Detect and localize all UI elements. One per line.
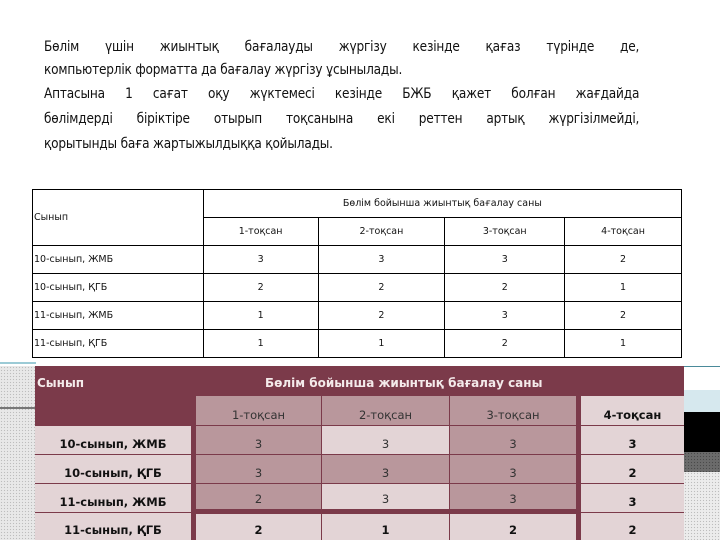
decorative-band (684, 366, 720, 391)
cell-value: 1 (203, 302, 318, 330)
paragraph-line: бөлімдерді біріктіре отырып тоқсанына екі реттен артық жүргізілмейді, (44, 111, 640, 127)
cell-value: 2 (565, 302, 682, 330)
cell-value: 2 (203, 274, 318, 302)
row-label: 11-сынып, ҚГБ (33, 330, 204, 358)
cell-value: 3 (581, 484, 684, 512)
table-row (33, 330, 682, 358)
decorative-pattern-left (0, 366, 36, 540)
paragraph-line: Аптасына 1 сағат оқу жүктемесі кезінде БЖБ қажет болған жағдайда (44, 86, 640, 102)
header-quarter-1: 1-тоқсан (196, 396, 321, 425)
cell-value: 3 (445, 302, 565, 330)
header-quarter-3: 3-тоқсан (450, 396, 576, 425)
cell-value: 2 (196, 484, 321, 509)
row-label: 10-сынып, ЖМБ (35, 426, 191, 454)
row-label: 11-сынып, ҚГБ (35, 513, 191, 540)
table-row (33, 246, 682, 274)
decorative-band (684, 390, 720, 412)
cell-value: 1 (565, 274, 682, 302)
cell-value: 3 (450, 455, 576, 483)
row-label: 10-сынып, ҚГБ (33, 274, 204, 302)
cell-value: 3 (445, 246, 565, 274)
assessment-count-table-styled (35, 366, 684, 540)
header-quarter-4: 4-тоқсан (581, 396, 684, 425)
cell-value: 3 (196, 455, 321, 483)
cell-value: 2 (445, 274, 565, 302)
cell-value: 1 (322, 514, 449, 540)
cell-value: 2 (581, 513, 684, 540)
cell-value: 3 (581, 426, 684, 454)
row-label: 11-сынып, ЖМБ (35, 484, 191, 512)
cell-value: 3 (450, 484, 576, 509)
decorative-pattern-right (684, 472, 720, 540)
header-quarter-1: 1-тоқсан (203, 218, 318, 246)
cell-value: 1 (565, 330, 682, 358)
header-quarter-4: 4-тоқсан (565, 218, 682, 246)
cell-value: 2 (581, 455, 684, 483)
table-row (33, 274, 682, 302)
cell-value: 3 (203, 246, 318, 274)
header-quarter-3: 3-тоқсан (445, 218, 565, 246)
header-quarter-2: 2-тоқсан (318, 218, 445, 246)
cell-value: 3 (318, 246, 445, 274)
header-quarter-2: 2-тоқсан (322, 396, 449, 425)
cell-value: 3 (196, 426, 321, 454)
table-row (33, 302, 682, 330)
paragraph-assessment-format (44, 36, 639, 82)
cell-value: 2 (445, 330, 565, 358)
decorative-band (684, 452, 720, 472)
cell-value: 3 (322, 426, 449, 454)
header-group: Бөлім бойынша жиынтық бағалау саны (203, 190, 681, 218)
paragraph-line: компьютерлік форматта да бағалау жүргізу ұсынылады. (44, 62, 403, 78)
assessment-count-table-plain (32, 189, 682, 358)
cell-value: 2 (318, 302, 445, 330)
paragraph-weekly-load (44, 82, 639, 157)
cell-value: 3 (322, 455, 449, 483)
cell-value: 1 (318, 330, 445, 358)
decorative-band (684, 412, 720, 452)
cell-value: 1 (203, 330, 318, 358)
row-label: 10-сынып, ҚГБ (35, 455, 191, 483)
header-class: Сынып (33, 190, 204, 246)
cell-value: 2 (318, 274, 445, 302)
cell-value: 2 (196, 514, 321, 540)
row-label: 10-сынып, ЖМБ (33, 246, 204, 274)
decorative-line (0, 362, 36, 364)
paragraph-line: Бөлім үшін жиынтық бағалауды жүргізу кезінде қағаз түрінде де, (44, 39, 640, 55)
cell-value: 3 (322, 484, 449, 509)
table-header-row (33, 190, 682, 218)
cell-value: 3 (450, 426, 576, 454)
cell-value: 2 (450, 514, 576, 540)
decorative-line (0, 407, 36, 409)
row-label: 11-сынып, ЖМБ (33, 302, 204, 330)
paragraph-line: қорытынды баға жартыжылдыққа қойылады. (44, 136, 333, 152)
header-group: Бөлім бойынша жиынтық бағалау саны (265, 376, 543, 390)
cell-value: 2 (565, 246, 682, 274)
header-class: Сынып (37, 376, 85, 390)
